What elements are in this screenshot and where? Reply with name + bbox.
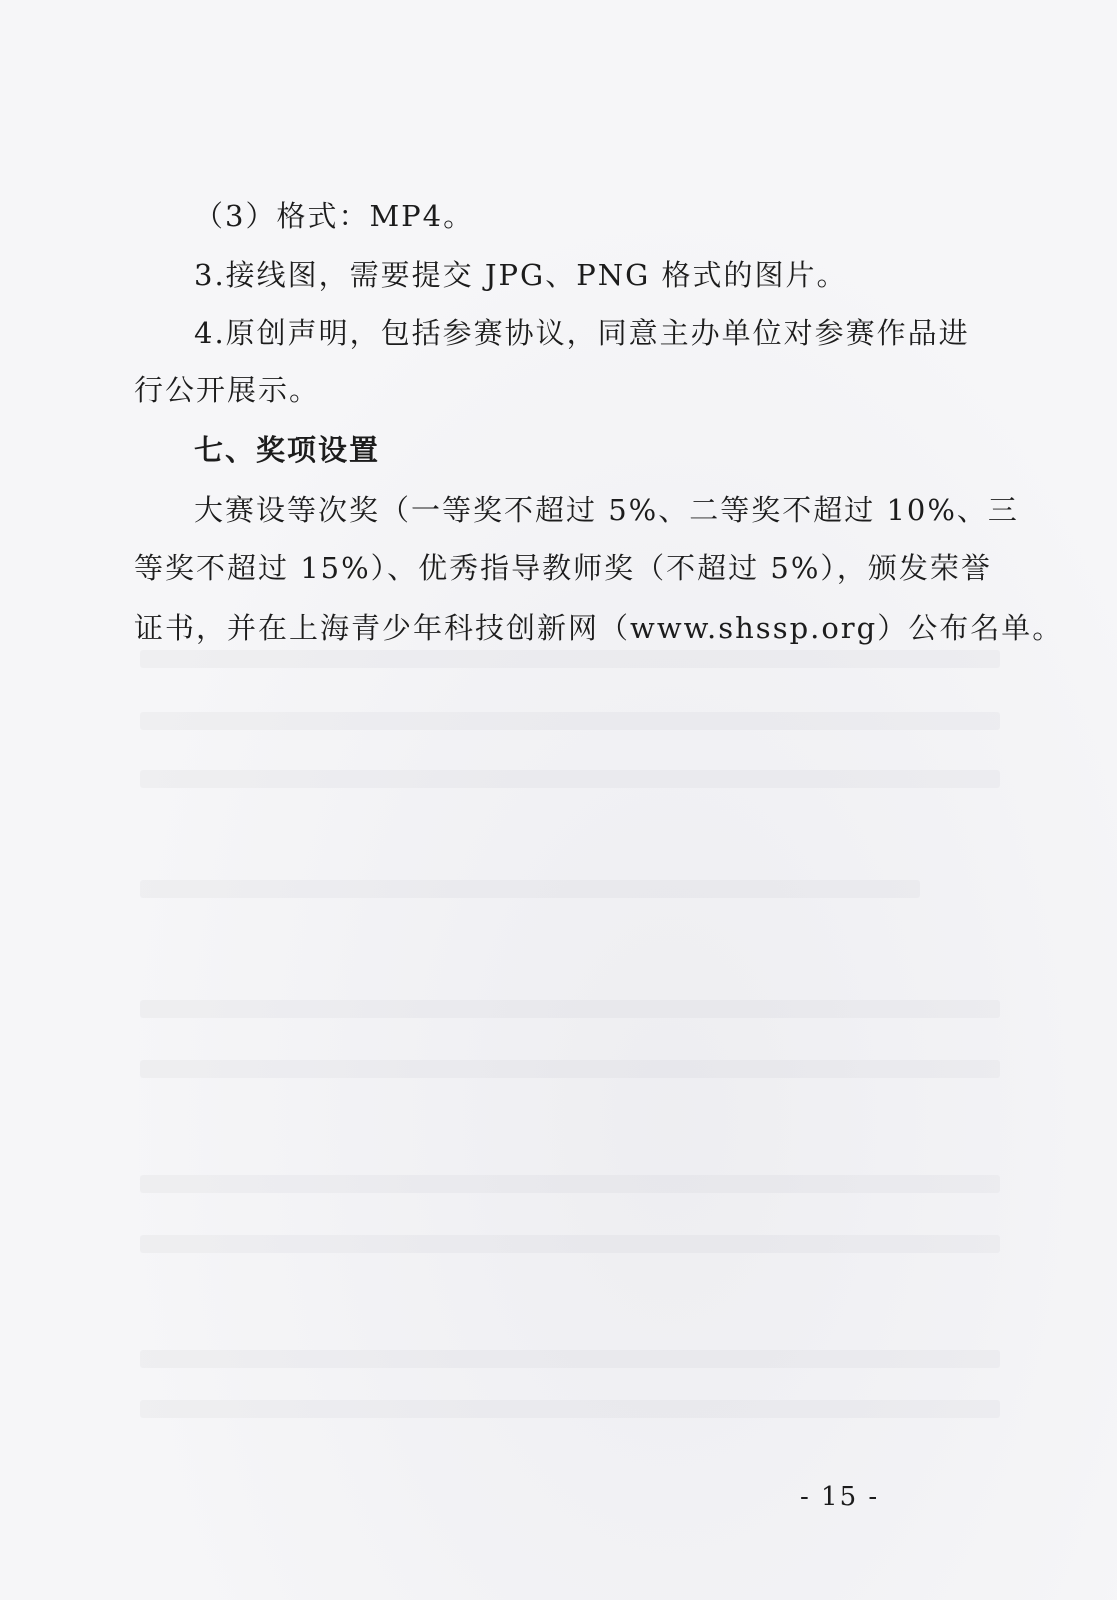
awards-line-1: 大赛设等次奖（一等奖不超过 5%、二等奖不超过 10%、三: [194, 493, 1019, 527]
format-line: （3）格式：MP4。: [194, 199, 475, 233]
awards-line-2: 等奖不超过 15%）、优秀指导教师奖（不超过 5%），颁发荣誉: [134, 551, 992, 585]
originality-line-2: 行公开展示。: [134, 373, 321, 407]
bleed-through: [140, 1175, 1000, 1193]
bleed-through: [140, 1350, 1000, 1368]
bleed-through: [140, 1235, 1000, 1253]
bleed-through: [140, 770, 1000, 788]
awards-line-3: 证书，并在上海青少年科技创新网（www.shssp.org）公布名单。: [134, 611, 1064, 645]
bleed-through: [140, 880, 920, 898]
section-heading-awards: 七、奖项设置: [194, 433, 381, 467]
originality-line-1: 4.原创声明，包括参赛协议，同意主办单位对参赛作品进: [194, 316, 970, 350]
bleed-through: [140, 1000, 1000, 1018]
wiring-diagram-line: 3.接线图，需要提交 JPG、PNG 格式的图片。: [194, 258, 848, 292]
bleed-through: [140, 1060, 1000, 1078]
bleed-through: [140, 650, 1000, 668]
bleed-through: [140, 1400, 1000, 1418]
page-number: - 15 -: [800, 1482, 880, 1512]
bleed-through: [140, 712, 1000, 730]
